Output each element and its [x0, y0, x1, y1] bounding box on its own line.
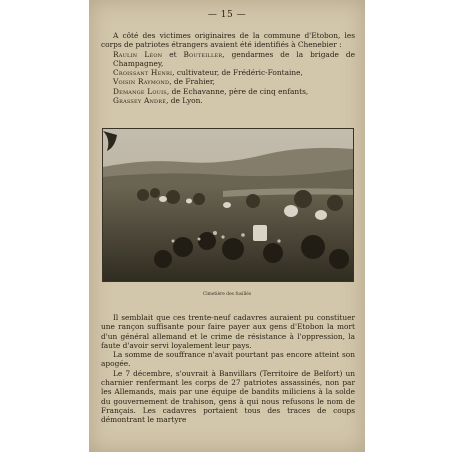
cemetery-photo-image — [103, 129, 353, 281]
photo-caption: Cimetière des fusillés — [202, 292, 252, 297]
paragraph-ransom: Il semblait que ces trente-neuf cadavres auraient pu constituer une rançon suffisante pour faire payer aux gens d'Etobon la mort d'un général allemand et le crime de résistance à l'oppression, la faute d'avoir servi loyalement leur pays. — [101, 313, 355, 350]
book-page — [89, 0, 365, 452]
victim-entry-1: Raulin Léon et Bouteiller, gendarmes de la brigade de Champagney, — [113, 49, 355, 68]
top-text-block — [101, 31, 355, 105]
cemetery-photograph — [102, 128, 354, 282]
intro-paragraph: A côté des victimes originaires de la commune d'Etobon, les corps de patriotes étrangers avaient été identifiés à Chenebier : — [101, 31, 355, 50]
paragraph-suffering: La somme de souffrance n'avait pourtant pas encore atteint son apogée. — [101, 350, 355, 369]
victim-entry-3: Voisin Raymond, de Frahier, — [113, 77, 216, 87]
page-number: — 15 — — [207, 10, 247, 20]
paragraph-banvillars: Le 7 décembre, s'ouvrait à Banvillars (Territoire de Belfort) un charnier renfermant les corps de 27 patriotes assassinés, non par les Allemands, mais par une équipe de bandits miliciens à la solde du gouvernement de trahison, gens à qui nous refusons le nom de Français. Les cadavres portaient tous des traces de coups démontrant le martyre — [101, 368, 355, 425]
bottom-text-block — [101, 313, 355, 425]
victim-entry-2: Croissant Henri, cultivateur, de Frédéric-Fontaine, — [113, 68, 303, 78]
victim-entry-4: Demange Louis, de Echavanne, père de cinq enfants, — [113, 86, 309, 96]
victim-entry-5: Grassey André, de Lyon. — [113, 96, 203, 106]
